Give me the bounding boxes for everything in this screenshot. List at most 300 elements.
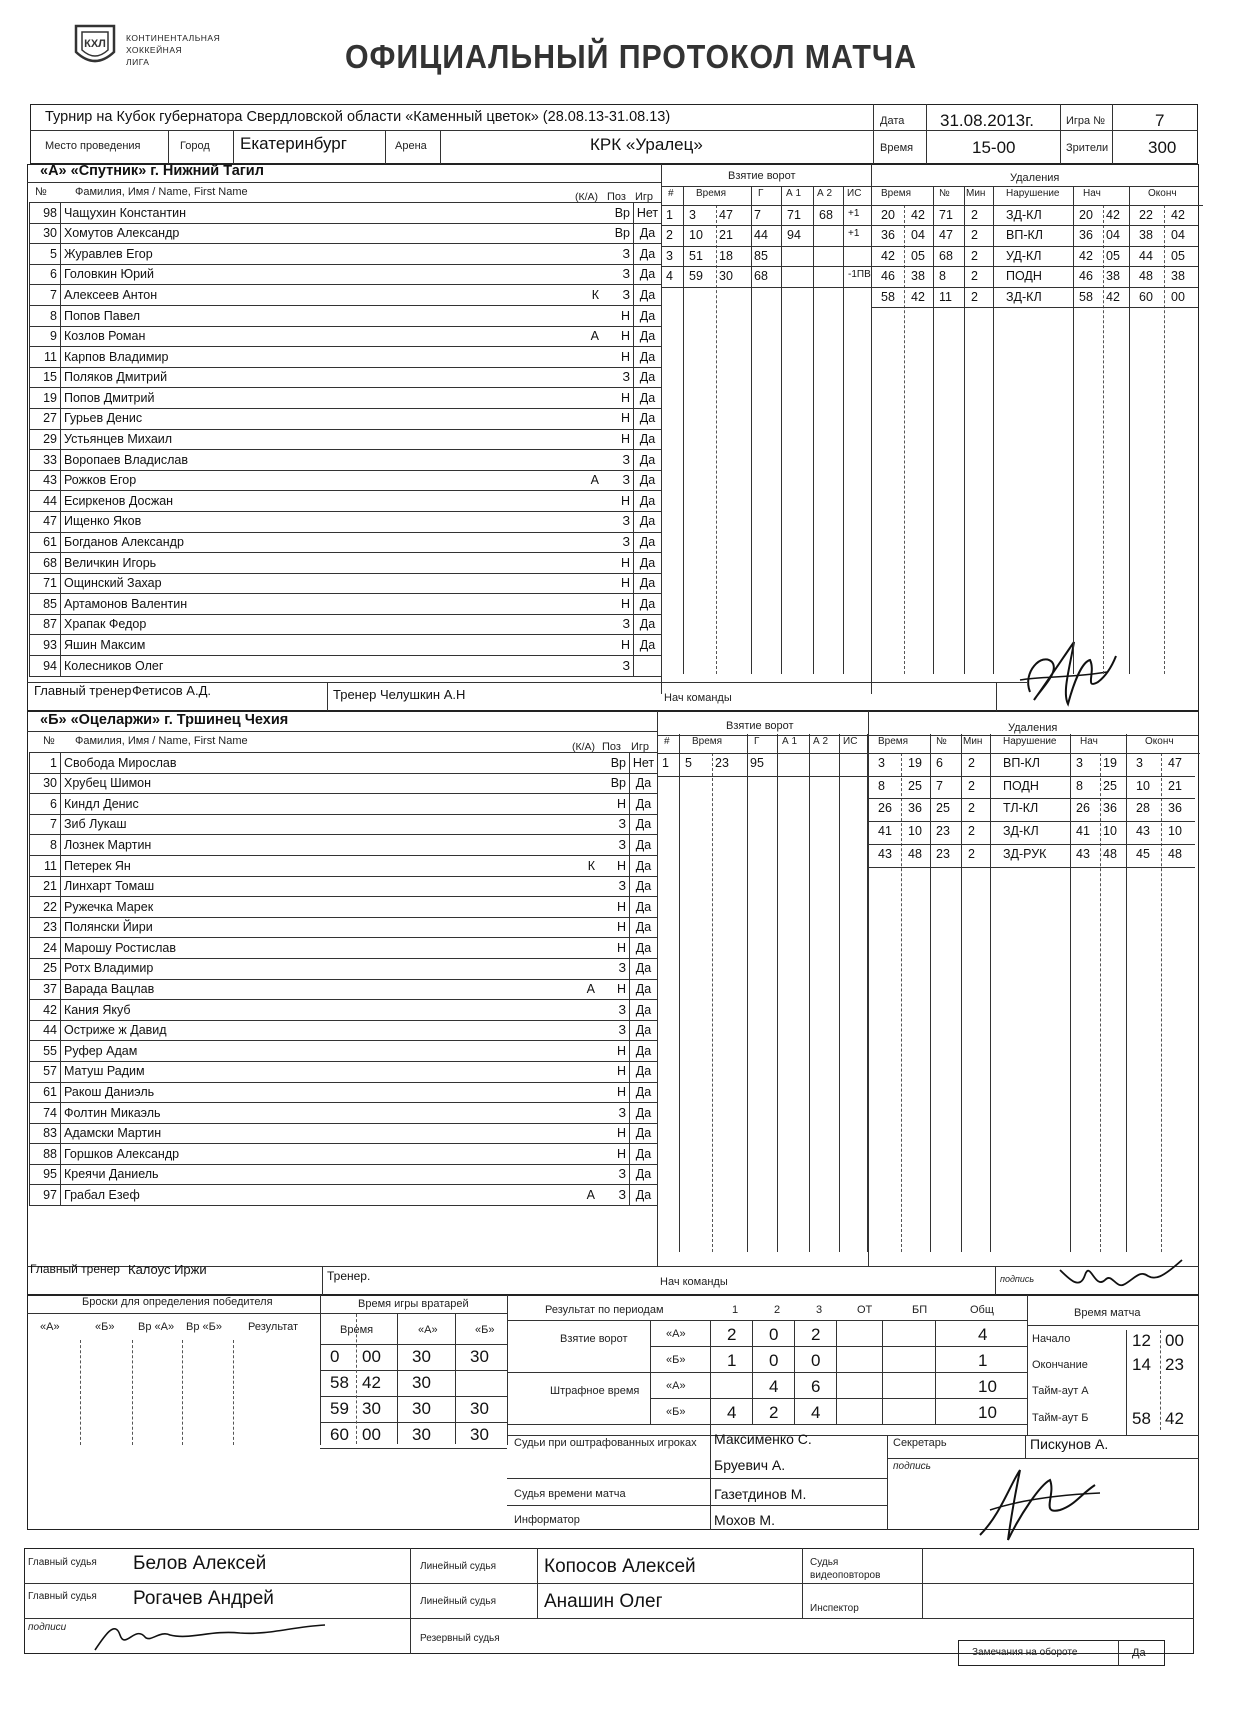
player-name: Гурьев Денис — [64, 411, 143, 426]
col-pos: Поз — [607, 191, 626, 203]
date-label: Дата — [880, 115, 905, 127]
player-row — [30, 938, 658, 959]
player-played: Да — [630, 814, 658, 835]
player-number: 8 — [30, 835, 61, 856]
player-played: Да — [634, 614, 662, 635]
end-label: Окончание — [1032, 1359, 1088, 1371]
player-position: Н — [620, 411, 630, 426]
player-name: Грабал Езеф — [64, 1188, 140, 1203]
player-position: З — [622, 452, 630, 467]
player-played: Да — [634, 244, 662, 265]
penalty-min: 2 — [968, 756, 975, 770]
player-name-cell — [61, 264, 634, 285]
player-position: Н — [620, 596, 630, 611]
penalty-mm: 41 — [878, 824, 892, 839]
penalty-sss: 38 — [1106, 269, 1120, 284]
player-played: Да — [634, 511, 662, 532]
player-name: Рожков Егор — [64, 473, 137, 488]
shootout-b: «Б» — [95, 1321, 115, 1333]
player-row — [30, 1123, 658, 1144]
player-played: Да — [630, 1020, 658, 1041]
player-number: 8 — [30, 305, 61, 326]
goal-mm: 5 — [685, 756, 692, 770]
document-title: ОФИЦИАЛЬНЫЙ ПРОТОКОЛ МАТЧА — [345, 38, 917, 75]
player-name-cell — [61, 1144, 630, 1165]
pen-col-p_end: Оконч — [1145, 736, 1174, 747]
player-position: Вр — [610, 776, 626, 791]
goal-ss: 30 — [719, 269, 733, 284]
video-label: Судья видеоповторов — [810, 1557, 881, 1581]
col-name-b: Фамилия, Имя / Name, First Name — [75, 735, 248, 747]
col-igr-b: Игр — [631, 741, 650, 753]
penalty-inf: ЗД-РУК — [1003, 846, 1047, 861]
informator: Мохов М. — [714, 1512, 775, 1528]
penalty-ss: 04 — [911, 228, 925, 243]
player-name: Воропаев Владислав — [64, 452, 188, 467]
penalty-em: 43 — [1136, 824, 1150, 839]
player-position: Н — [616, 1064, 626, 1079]
penalty-ss: 38 — [911, 269, 925, 284]
player-position: З — [622, 658, 630, 673]
penalty-em: 45 — [1136, 846, 1150, 861]
penalty-es: 05 — [1171, 248, 1185, 263]
player-number: 9 — [30, 326, 61, 347]
referees-signature — [90, 1615, 330, 1655]
player-row — [30, 553, 662, 574]
goalie-b-col: «Б» — [475, 1324, 495, 1336]
goalie-time-col: Время — [340, 1324, 374, 1336]
player-played: Да — [630, 1000, 658, 1021]
penalty-sm: 46 — [1079, 269, 1093, 284]
team-a-captain-label: Нач команды — [664, 692, 732, 704]
player-name-cell — [61, 938, 630, 959]
goal-a1: 94 — [787, 228, 801, 243]
period-cell-pen_b: 2 — [769, 1403, 779, 1422]
player-row — [30, 367, 662, 388]
penalty-sm: 43 — [1076, 846, 1090, 861]
penalties-header-b: Удаления — [1008, 722, 1058, 734]
spectators-label: Зрители — [1066, 142, 1109, 154]
goal-g: 68 — [754, 269, 768, 284]
penalty-em: 48 — [1139, 269, 1153, 284]
goal-n: 1 — [666, 208, 673, 222]
penalty-sss: 19 — [1103, 756, 1117, 770]
secretary-label: Секретарь — [893, 1437, 947, 1449]
player-row — [30, 1041, 658, 1062]
player-name-cell — [61, 223, 634, 244]
player-row — [30, 635, 662, 656]
player-played: Да — [634, 305, 662, 326]
player-row — [30, 264, 662, 285]
player-played: Да — [630, 876, 658, 897]
player-row — [30, 1185, 658, 1206]
player-row — [30, 491, 662, 512]
player-name: Козлов Роман — [64, 329, 146, 344]
player-position: З — [622, 514, 630, 529]
player-name: Киндл Денис — [64, 796, 139, 811]
goal-mm: 3 — [689, 208, 696, 222]
player-played: Да — [634, 491, 662, 512]
timekeeper: Газетдинов М. — [714, 1486, 807, 1502]
svg-text:КХЛ: КХЛ — [84, 38, 106, 50]
penalty-em: 38 — [1139, 228, 1153, 243]
player-name: Есиркенов Досжан — [64, 493, 174, 508]
period-cell-pen_b: 10 — [978, 1403, 997, 1422]
game-number: 7 — [1155, 111, 1165, 130]
periods-a-label: «А» — [666, 1328, 686, 1340]
goal-col-g_num: # — [664, 736, 670, 747]
period-cell-goals_a: 2 — [727, 1325, 737, 1344]
penalty-es: 00 — [1171, 289, 1185, 304]
goal-g: 85 — [754, 248, 768, 263]
player-played: Да — [630, 917, 658, 938]
period-cell-goals_a: 2 — [811, 1325, 821, 1344]
penalty-mm: 26 — [878, 801, 892, 816]
player-name-cell — [61, 532, 634, 553]
player-position: З — [618, 1167, 626, 1182]
period-bp: БП — [912, 1304, 928, 1316]
penalty-min: 2 — [968, 801, 975, 816]
player-played: Да — [634, 470, 662, 491]
penalty-mm: 58 — [881, 289, 895, 304]
player-name-cell — [61, 367, 634, 388]
goalie-b: 30 — [470, 1399, 489, 1418]
penalty-mm: 8 — [878, 778, 885, 793]
player-name: Журавлев Егор — [64, 246, 153, 261]
player-name-cell — [61, 656, 634, 677]
player-played: Да — [630, 1185, 658, 1206]
player-position: З — [618, 817, 626, 832]
player-name: Артамонов Валентин — [64, 596, 188, 611]
player-played: Да — [630, 773, 658, 794]
penalty-sss: 42 — [1106, 208, 1120, 222]
penalty-no: 7 — [936, 778, 943, 793]
player-position: Вр — [610, 755, 626, 770]
player-played: Да — [634, 573, 662, 594]
player-name: Адамски Мартин — [64, 1126, 162, 1141]
penalty-inf: ВП-КЛ — [1003, 756, 1040, 770]
penalty-no: 71 — [939, 208, 953, 222]
player-number: 44 — [30, 491, 61, 512]
pen-col-p_start: Нач — [1083, 188, 1101, 199]
timeout-b-label: Тайм-аут Б — [1032, 1412, 1089, 1424]
player-row — [30, 511, 662, 532]
penalty-es: 04 — [1171, 228, 1185, 243]
penalty-inf: ЗД-КЛ — [1003, 824, 1039, 839]
goal-col-g_a1: А 1 — [782, 736, 798, 747]
penalties-header: Удаления — [1010, 172, 1060, 184]
player-name: Горшков Александр — [64, 1146, 180, 1161]
player-position: З — [618, 1002, 626, 1017]
player-played: Да — [634, 367, 662, 388]
player-name-cell — [61, 1020, 630, 1041]
player-played: Да — [634, 594, 662, 615]
player-row — [30, 773, 658, 794]
player-played: Нет — [630, 753, 658, 774]
penalty-no: 11 — [939, 289, 952, 304]
penalty-es: 36 — [1168, 801, 1182, 816]
goalie-a: 30 — [412, 1425, 431, 1444]
player-name: Ружечка Марек — [64, 899, 154, 914]
player-name: Ротх Владимир — [64, 961, 154, 976]
player-name: Руфер Адам — [64, 1043, 138, 1058]
reserve-label: Резервный судья — [420, 1633, 500, 1644]
team-b-captain-signature — [1050, 1250, 1190, 1294]
period-1: 1 — [732, 1304, 739, 1316]
penalty-inf: ПОДН — [1003, 778, 1039, 793]
player-position: Н — [620, 329, 630, 344]
player-played: Да — [630, 938, 658, 959]
penalty-ss: 05 — [911, 248, 925, 263]
player-played: Да — [630, 897, 658, 918]
player-played: Да — [634, 635, 662, 656]
timeout-b-mm: 58 — [1132, 1409, 1151, 1428]
penalty-sss: 05 — [1106, 248, 1120, 263]
team-a-title: «А» «Спутник» г. Нижний Тагил — [40, 163, 264, 179]
col-igr: Игр — [635, 191, 654, 203]
start-ss: 00 — [1165, 1331, 1184, 1350]
period-cell-pen_b: 4 — [727, 1403, 737, 1422]
player-played: Да — [634, 326, 662, 347]
player-played: Да — [634, 285, 662, 306]
player-number: 27 — [30, 408, 61, 429]
player-number: 61 — [30, 532, 61, 553]
goal-col-g_g: Г — [754, 736, 760, 747]
end-ss: 23 — [1165, 1355, 1184, 1374]
player-row — [30, 814, 658, 835]
player-number: 30 — [30, 773, 61, 794]
penalty-no: 6 — [936, 756, 943, 770]
player-position: Н — [620, 349, 630, 364]
player-row — [30, 614, 662, 635]
goalie-a: 30 — [412, 1399, 431, 1418]
player-name-cell — [61, 594, 634, 615]
player-position: З — [618, 1105, 626, 1120]
player-name-cell — [61, 979, 630, 1000]
goal-is: -1ПВ — [848, 269, 871, 281]
player-number: 22 — [30, 897, 61, 918]
player-number: 33 — [30, 450, 61, 471]
player-number: 55 — [30, 1041, 61, 1062]
player-position: З — [618, 961, 626, 976]
player-position: З — [622, 267, 630, 282]
penalty-mm: 42 — [881, 248, 895, 263]
player-name-cell — [61, 773, 630, 794]
player-row — [30, 223, 662, 244]
period-cell-goals_a: 0 — [769, 1325, 779, 1344]
goal-col-g_a2: А 2 — [813, 736, 829, 747]
player-name: Зиб Лукаш — [64, 817, 127, 832]
goal-g: 7 — [754, 208, 761, 222]
goalie-mm: 0 — [330, 1347, 340, 1366]
pen-col-p_start: Нач — [1080, 736, 1098, 747]
penalty-ss: 10 — [908, 824, 922, 839]
player-row — [30, 408, 662, 429]
player-number: 15 — [30, 367, 61, 388]
player-name-cell — [61, 635, 634, 656]
shootout-title: Броски для определения победителя — [82, 1296, 273, 1308]
penalty-sm: 58 — [1079, 289, 1093, 304]
player-played: Да — [634, 532, 662, 553]
penalty-no: 8 — [939, 269, 946, 284]
secretary-sign-label: подпись — [893, 1461, 931, 1472]
shootout-result: Результат — [248, 1321, 299, 1333]
player-name: Лознек Мартин — [64, 837, 152, 852]
goal-a1: 71 — [787, 208, 801, 222]
player-row — [30, 1082, 658, 1103]
timeout-a-label: Тайм-аут А — [1032, 1385, 1089, 1397]
ref2: Рогачев Андрей — [133, 1588, 274, 1609]
penalty-em: 3 — [1136, 756, 1143, 770]
goal-n: 3 — [666, 248, 673, 263]
team-b-players — [29, 752, 658, 1206]
arena-label: Арена — [395, 140, 427, 152]
player-played: Да — [630, 1123, 658, 1144]
player-name: Колесников Олег — [64, 658, 164, 673]
ref1-label: Главный судья — [28, 1557, 97, 1568]
goal-col-g_g: Г — [758, 188, 764, 199]
ref1: Белов Алексей — [133, 1553, 267, 1574]
player-name: Хомутов Александр — [64, 226, 180, 241]
player-role: А — [586, 982, 595, 997]
place-label: Место проведения — [45, 140, 141, 152]
goalie-ss: 42 — [362, 1373, 381, 1392]
penalty-es: 21 — [1168, 778, 1182, 793]
player-row — [30, 835, 658, 856]
penalty-inf: ПОДН — [1006, 269, 1042, 284]
pen-col-p_no: № — [939, 188, 950, 199]
player-name-cell — [61, 614, 634, 635]
player-played: Да — [634, 388, 662, 409]
player-row — [30, 429, 662, 450]
player-name: Матуш Радим — [64, 1064, 145, 1079]
player-number: 68 — [30, 553, 61, 574]
player-row — [30, 794, 658, 815]
tournament-name: Турнир на Кубок губернатора Свердловской области «Каменный цветок» (28.08.13-31.08.13) — [45, 109, 671, 125]
player-position: Н — [620, 576, 630, 591]
player-played: Нет — [634, 203, 662, 224]
penalty-no: 23 — [936, 824, 950, 839]
player-name: Поляков Дмитрий — [64, 370, 168, 385]
penalty-es: 38 — [1171, 269, 1185, 284]
player-number: 23 — [30, 917, 61, 938]
periods-b-label: «Б» — [666, 1354, 686, 1366]
player-position: Вр — [614, 226, 630, 241]
penalty-sss: 25 — [1103, 778, 1117, 793]
pen-col-p_min: Мин — [966, 188, 986, 199]
player-position: Н — [616, 1146, 626, 1161]
player-name-cell — [61, 917, 630, 938]
col-name: Фамилия, Имя / Name, First Name — [75, 186, 248, 198]
player-number: 57 — [30, 1061, 61, 1082]
period-cell-pen_a: 10 — [978, 1377, 997, 1396]
player-name-cell — [61, 794, 630, 815]
penalty-ss: 48 — [908, 846, 922, 861]
team-a-head-coach: Фетисов А.Д. — [132, 683, 211, 698]
player-played: Да — [634, 223, 662, 244]
team-b-captain-label: Нач команды — [660, 1276, 728, 1288]
player-name-cell — [61, 388, 634, 409]
player-name-cell — [61, 753, 630, 774]
player-name-cell — [61, 573, 634, 594]
penalty-sm: 41 — [1076, 824, 1090, 839]
pen-col-p_inf: Нарушение — [1006, 188, 1060, 199]
player-position: Н — [616, 899, 626, 914]
player-position: Н — [620, 555, 630, 570]
period-cell-pen_b: 4 — [811, 1403, 821, 1422]
penalty-mm: 36 — [881, 228, 895, 243]
match-date: 31.08.2013г. — [940, 111, 1034, 130]
penalty-em: 60 — [1139, 289, 1153, 304]
period-3: 3 — [816, 1304, 823, 1316]
player-row — [30, 979, 658, 1000]
penalty-inf: ВП-КЛ — [1006, 228, 1043, 243]
pen-col-p_min: Мин — [963, 736, 983, 747]
col-no-b: № — [43, 735, 55, 747]
player-played: Да — [634, 264, 662, 285]
goalie-mm: 59 — [330, 1399, 349, 1418]
arena: КРК «Уралец» — [590, 135, 703, 154]
player-name: Ищенко Яков — [64, 514, 142, 529]
player-played: Да — [630, 1041, 658, 1062]
player-number: 21 — [30, 876, 61, 897]
player-name: Кания Якуб — [64, 1002, 131, 1017]
player-row — [30, 1164, 658, 1185]
player-name-cell — [61, 326, 634, 347]
period-ot: ОТ — [857, 1304, 873, 1316]
goal-col-g_time: Время — [696, 188, 727, 199]
penalty-inf: ЗД-КЛ — [1006, 208, 1042, 222]
player-row — [30, 958, 658, 979]
player-position: З — [622, 370, 630, 385]
team-a-coach-label: Тренер — [333, 687, 377, 702]
player-name: Креячи Даниель — [64, 1167, 159, 1182]
player-position: Н — [616, 858, 626, 873]
penalty-mm: 43 — [878, 846, 892, 861]
player-row — [30, 470, 662, 491]
player-name: Марошу Ростислав — [64, 940, 176, 955]
player-position: З — [618, 837, 626, 852]
penalty-no: 68 — [939, 248, 953, 263]
player-number: 29 — [30, 429, 61, 450]
shootout-a: «А» — [40, 1321, 60, 1333]
player-number: 11 — [30, 855, 61, 876]
player-name-cell — [61, 897, 630, 918]
goal-a2: 68 — [819, 208, 833, 222]
timeout-b-ss: 42 — [1165, 1409, 1184, 1428]
goal-ss: 23 — [715, 756, 729, 770]
penalty-es: 47 — [1168, 756, 1182, 770]
player-name-cell — [61, 408, 634, 429]
periods-pen-b-label: «Б» — [666, 1406, 686, 1418]
player-number: 7 — [30, 814, 61, 835]
player-position: З — [622, 535, 630, 550]
refs-sign-label: подписи — [28, 1622, 67, 1633]
player-row — [30, 532, 662, 553]
player-name: Свобода Мирослав — [64, 755, 177, 770]
start-label: Начало — [1032, 1333, 1071, 1345]
player-number: 87 — [30, 614, 61, 635]
player-number: 30 — [30, 223, 61, 244]
penalty-no: 47 — [939, 228, 953, 243]
player-number: 25 — [30, 958, 61, 979]
player-name-cell — [61, 1103, 630, 1124]
player-number: 6 — [30, 794, 61, 815]
period-2: 2 — [774, 1304, 781, 1316]
time-label: Время — [880, 142, 914, 154]
team-a-coach: Челушкин А.Н — [380, 687, 466, 702]
player-name: Богданов Александр — [64, 535, 184, 550]
